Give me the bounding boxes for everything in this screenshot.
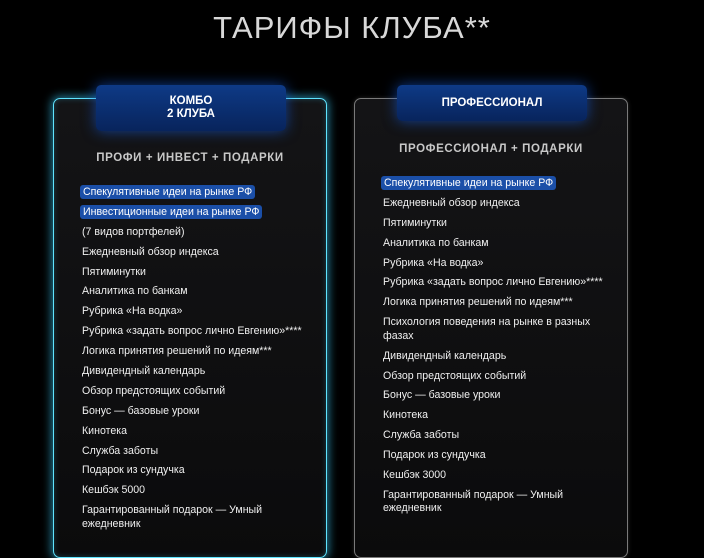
feature-item bbox=[82, 365, 322, 379]
feature-item bbox=[82, 305, 322, 319]
plan-subtitle: ПРОФИ + ИНВЕСТ + ПОДАРКИ bbox=[96, 152, 284, 164]
feature-text: (7 видов портфелей) bbox=[82, 225, 185, 238]
feature-text: Рубрика «задать вопрос лично Евгению»**** bbox=[82, 325, 302, 338]
plan-badge-label bbox=[167, 95, 215, 121]
feature-item bbox=[383, 276, 623, 290]
page-title: ТАРИФЫ КЛУБА** bbox=[213, 10, 491, 45]
feature-text: Аналитика по банкам bbox=[82, 285, 188, 298]
feature-item bbox=[82, 285, 322, 299]
feature-item bbox=[82, 246, 322, 260]
feature-item bbox=[82, 425, 322, 439]
feature-text: Пятиминутки bbox=[383, 216, 447, 229]
plan-badge-label-line: 2 КЛУБА bbox=[167, 108, 215, 120]
feature-text: Гарантированный подарок — Умный ежедневник bbox=[82, 504, 263, 530]
feature-text: Рубрика «На водка» bbox=[383, 256, 484, 269]
feature-item bbox=[383, 177, 623, 191]
feature-item bbox=[383, 449, 623, 463]
feature-text: Кинотека bbox=[383, 409, 428, 422]
feature-item bbox=[383, 409, 623, 423]
plan-badge-professional bbox=[397, 85, 587, 121]
feature-text: Кинотека bbox=[82, 424, 127, 437]
feature-item bbox=[82, 504, 322, 531]
feature-item bbox=[383, 429, 623, 443]
feature-text: Дивидендный календарь bbox=[383, 349, 507, 362]
feature-item bbox=[82, 445, 322, 459]
plan-subtitle: ПРОФЕССИОНАЛ + ПОДАРКИ bbox=[399, 143, 583, 155]
feature-item bbox=[82, 484, 322, 498]
feature-item bbox=[383, 350, 623, 364]
feature-text: Логика принятия решений по идеям*** bbox=[383, 296, 573, 309]
feature-item bbox=[383, 469, 623, 483]
feature-item bbox=[383, 389, 623, 403]
feature-item bbox=[82, 385, 322, 399]
feature-item bbox=[82, 345, 322, 359]
feature-item bbox=[383, 489, 623, 516]
plan-card-combo[interactable] bbox=[53, 95, 327, 558]
feature-text: Спекулятивные идеи на рынке РФ bbox=[381, 176, 556, 190]
feature-item bbox=[82, 325, 322, 339]
feature-text: Бонус — базовые уроки bbox=[383, 389, 501, 402]
feature-list bbox=[383, 177, 623, 522]
feature-list bbox=[82, 186, 322, 538]
feature-item bbox=[383, 257, 623, 271]
feature-item bbox=[82, 186, 322, 200]
feature-item bbox=[383, 370, 623, 384]
feature-item bbox=[82, 464, 322, 478]
feature-text: Подарок из сундучка bbox=[383, 449, 486, 462]
feature-item bbox=[383, 217, 623, 231]
feature-item bbox=[383, 296, 623, 310]
feature-text: Психология поведения на рынке в разных фазах bbox=[383, 316, 591, 342]
feature-text: Логика принятия решений по идеям*** bbox=[82, 345, 272, 358]
feature-text: Рубрика «задать вопрос лично Евгению»**** bbox=[383, 276, 603, 289]
plan-badge-label-line: КОМБО bbox=[169, 95, 213, 107]
feature-text: Инвестиционные идеи на рынке РФ bbox=[80, 205, 262, 219]
feature-text: Дивидендный календарь bbox=[82, 365, 206, 378]
feature-text: Бонус — базовые уроки bbox=[82, 404, 200, 417]
plan-card-professional[interactable] bbox=[354, 98, 628, 558]
feature-text: Ежедневный обзор индекса bbox=[82, 245, 219, 258]
feature-item bbox=[82, 206, 322, 220]
plan-badge-label: ПРОФЕССИОНАЛ bbox=[441, 96, 543, 109]
feature-text: Гарантированный подарок — Умный ежедневник bbox=[383, 488, 564, 515]
feature-item bbox=[383, 197, 623, 211]
plan-badge-combo bbox=[96, 85, 286, 131]
feature-text: Пятиминутки bbox=[82, 265, 146, 278]
feature-item bbox=[82, 226, 322, 240]
feature-item bbox=[383, 237, 623, 251]
feature-text: Аналитика по банкам bbox=[383, 236, 489, 249]
feature-text: Подарок из сундучка bbox=[82, 464, 185, 477]
feature-text: Обзор предстоящих событий bbox=[82, 384, 226, 397]
feature-text: Ежедневный обзор индекса bbox=[383, 196, 520, 209]
feature-text: Служба заботы bbox=[82, 444, 159, 457]
feature-item bbox=[82, 266, 322, 280]
feature-item bbox=[383, 316, 623, 343]
feature-text: Кешбэк 5000 bbox=[82, 484, 146, 497]
feature-text: Обзор предстоящих событий bbox=[383, 369, 527, 382]
feature-text: Кешбэк 3000 bbox=[383, 468, 447, 481]
feature-item bbox=[82, 405, 322, 419]
feature-text: Рубрика «На водка» bbox=[82, 305, 183, 318]
feature-text: Спекулятивные идеи на рынке РФ bbox=[80, 185, 255, 199]
feature-text: Служба заботы bbox=[383, 429, 460, 442]
